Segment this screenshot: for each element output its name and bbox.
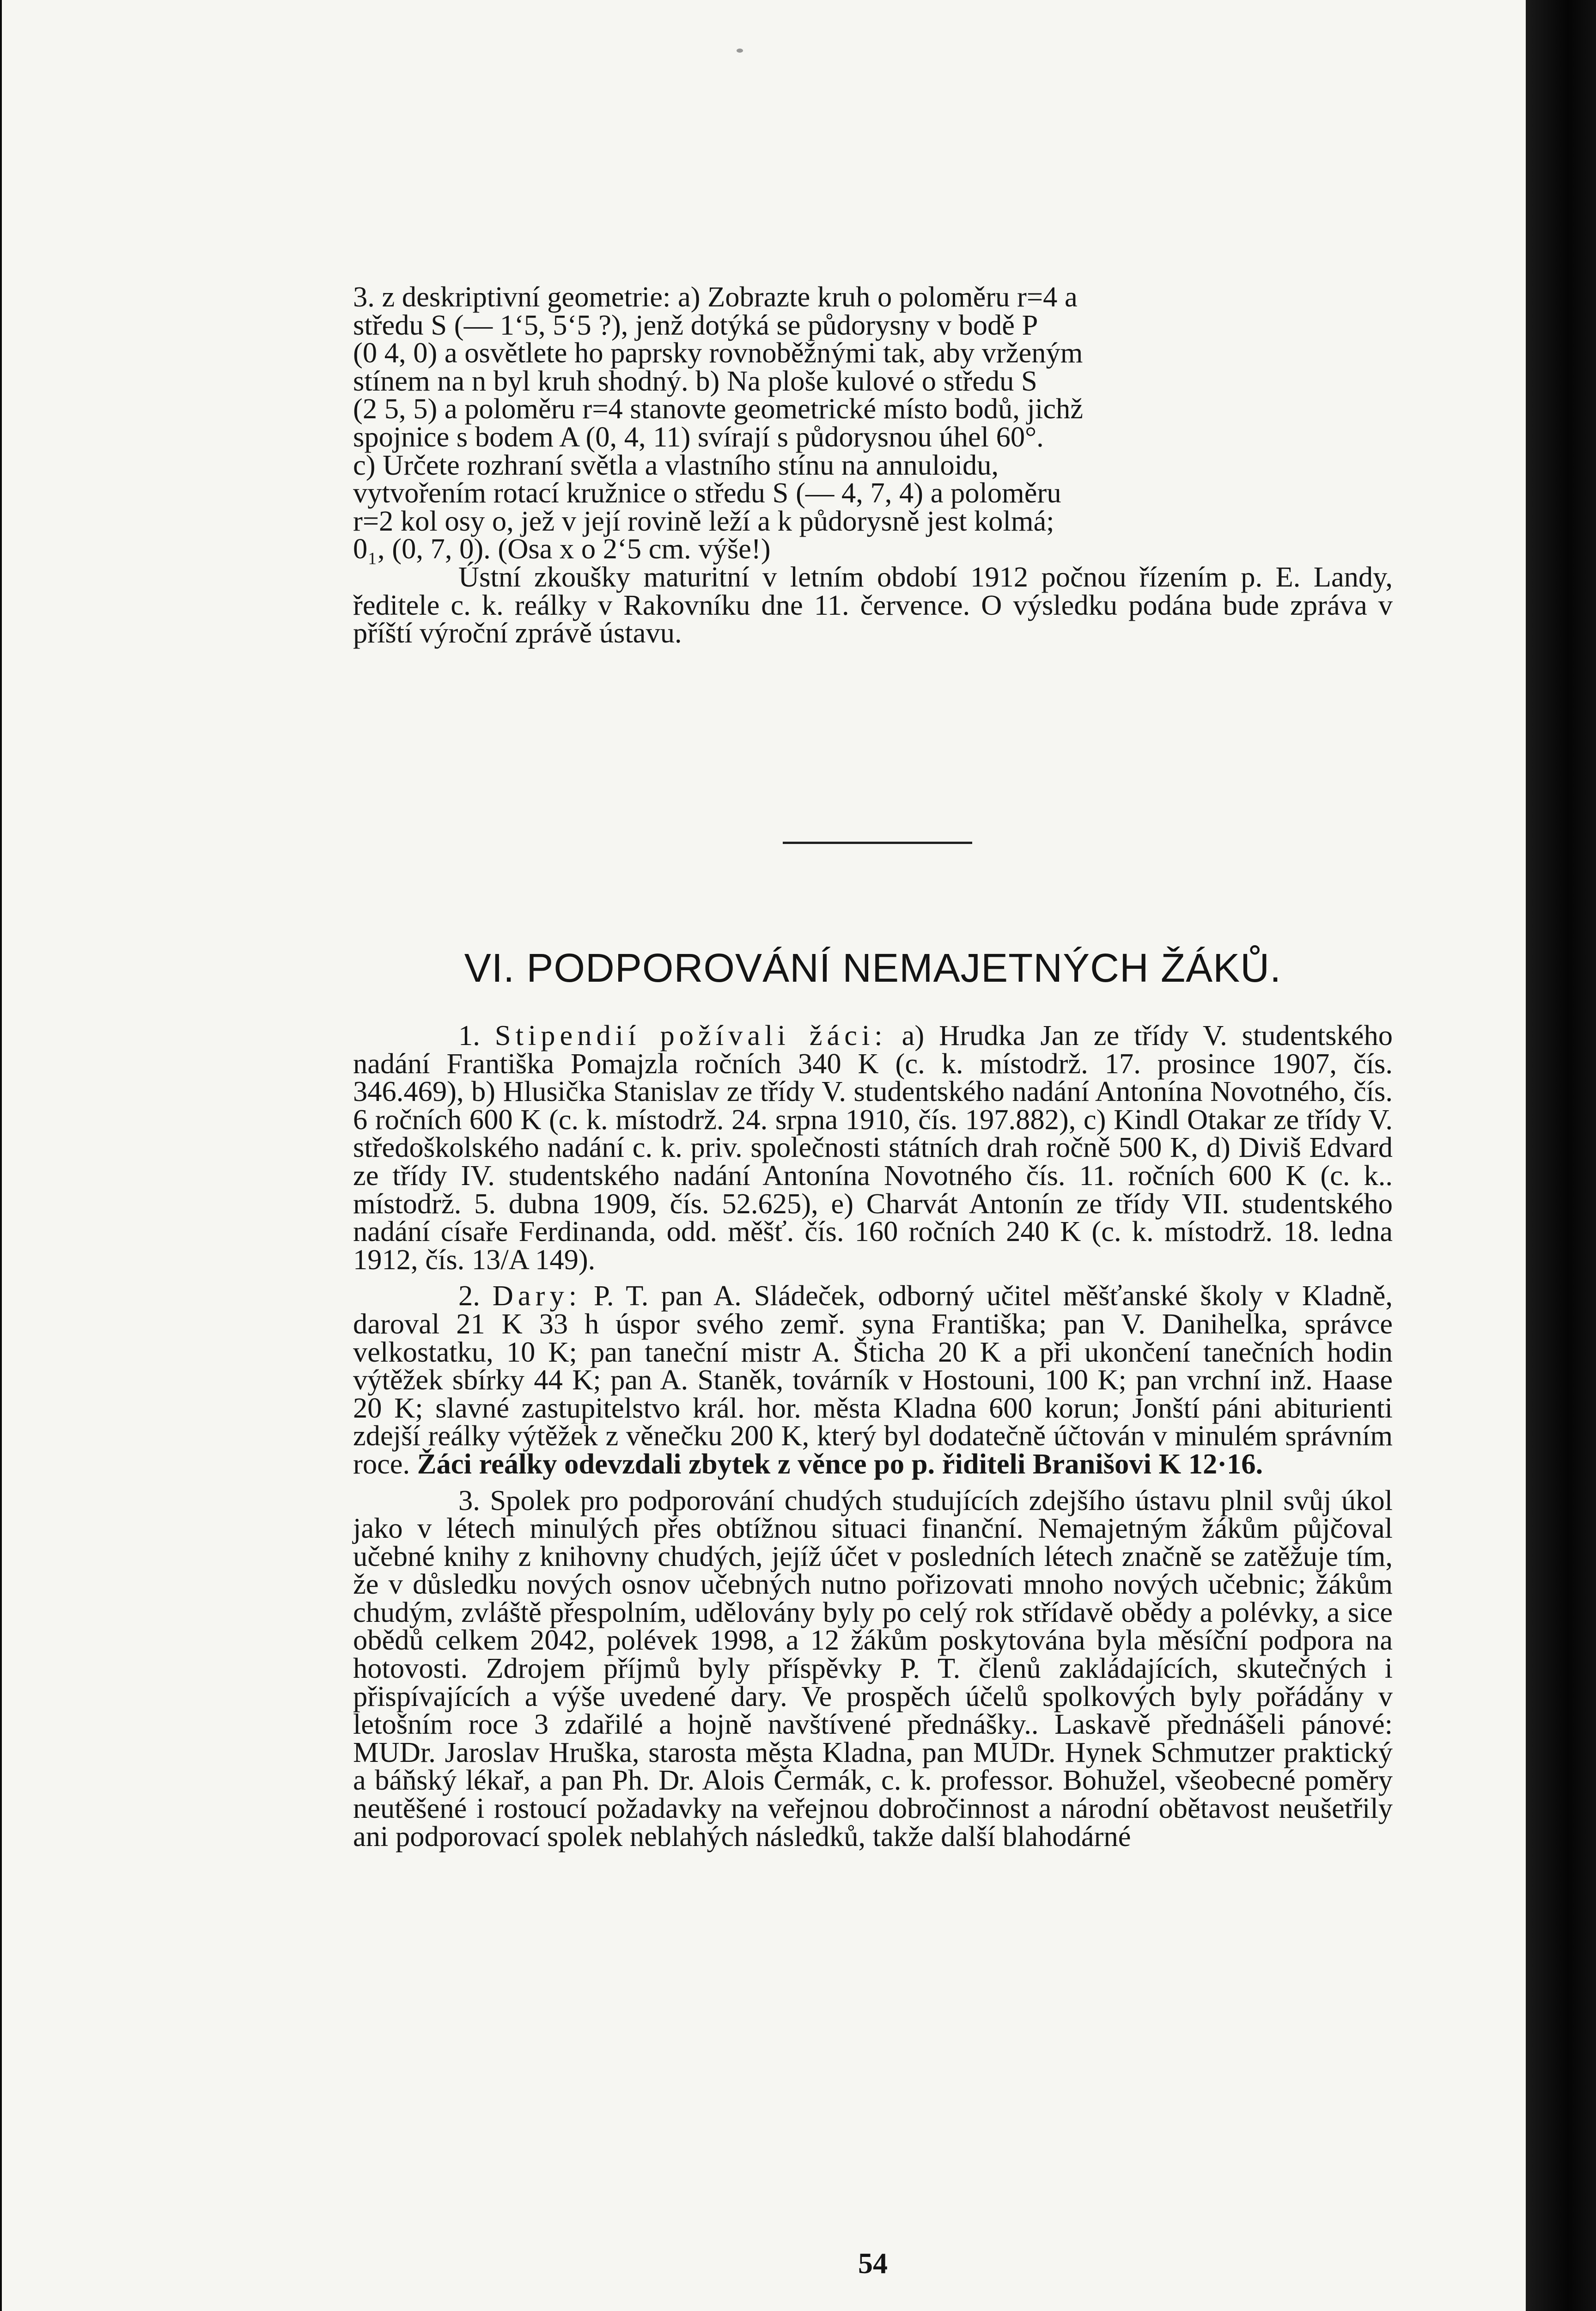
exam-line: 0₁, (0, 7, 0). (Osa x o 2‘5 cm. výše!) [353, 532, 771, 565]
stipends-paragraph [353, 1019, 1393, 1276]
scan-border [1526, 0, 1596, 2311]
oral-exam-paragraph: Ústní zkoušky maturitní v letním období 1912 počnou řízením p. E. Landy, ředitele c. k. reálky v Rakovníku dne 11. července. O výsledku podána bude zpráva v příští výroční zprávě ústavu. [353, 560, 1393, 649]
section-heading: VI. PODPOROVÁNÍ NEMAJETNÝCH ŽÁKŮ. [464, 946, 1282, 990]
exam-line: vytvořením rotací kružnice o středu S (— 4, 7, 4) a poloměru [353, 477, 1061, 509]
exam-line: spojnice s bodem A (0, 4, 11) svírají s půdorysnou úhel 60°. [353, 420, 1044, 453]
exam-line: r=2 kol osy o, jež v její rovině leží a k půdorysně jest kolmá; [353, 504, 1054, 537]
gifts-paragraph [353, 1279, 1393, 1480]
gifts-number: 2. [458, 1279, 480, 1312]
exam-line: (0 4, 0) a osvětlete ho paprsky rovnoběžnými tak, aby vrženým [353, 336, 1083, 369]
document-page [2, 0, 1526, 2311]
exam-line: 3. z deskriptivní geometrie: a) Zobrazte kruh o poloměru r=4 a [353, 281, 1078, 313]
support-section [353, 1021, 1393, 1850]
gifts-text: P. T. pan A. Sládeček, odborný učitel měšťanské školy v Kladně, daroval 21 K 33 h úspor svého zemř. syna Františka; pan V. Danihelka, správce velkostatku, 10 K; pan taneční mistr A. Šticha 20 K a při ukončení tanečních hodin výtěžek sbírky 44 K; pan A. Staněk, továrník v Hostouni, 100 K; pan vrchní inž. Haase 20 K; slavné zastupitelstvo král. hor. města Kladna 600 korun; Jonští páni abiturienti zdejší reálky výtěžek z věnečku 200 K, který byl dodatečně účtován v minulém správním roce. [353, 1279, 1393, 1480]
gifts-bold-text: Žáci reálky odevzdali zbytek z věnce po p. řiditeli Branišovi K 12·16. [417, 1447, 1263, 1480]
stipends-lead: Stipendií požívali žáci: [494, 1019, 887, 1052]
stipends-number: 1. [458, 1019, 480, 1052]
society-text: Spolek pro podporování chudých studujících zdejšího ústavu plnil svůj úkol jako v létech minulých přes obtížnou situaci finanční. Nemajetným žákům půjčoval učebné knihy z knihovny chudých, jejíž účet v posledních létech značně se zatěžuje tím, že v důsledku nových osnov učebných nutno pořizovati mnoho nových učebnic; žákům chudým, zvláště přespolním, udělovány byly po celý rok střídavě obědy a polévky, a sice obědů celkem 2042, polévek 1998, a 12 žákům poskytována byla měsíční podpora na hotovosti. Zdrojem příjmů byly příspěvky P. T. členů zakládajících, skutečných i přispívajících a výše uvedené dary. Ve prospěch účelů spolkových byly pořádány v letošním roce 3 zdařilé a hojně navštívené přednášky.. Laskavě přednášeli pánové: MUDr. Jaroslav Hruška, starosta města Kladna, pan MUDr. Hynek Schmutzer praktický a báňský lékař, a pan Ph. Dr. Alois Čermák, c. k. professor. Bohužel, všeobecné poměry neutěšené i rostoucí požadavky na veřejnou dobročinnost a národní obětavost neušetřily ani podporovací spolek neblahých následků, takže další blahodárné [353, 1484, 1393, 1852]
exam-line: středu S (— 1‘5, 5‘5 ?), jenž dotýká se půdorysny v bodě P [353, 308, 1038, 341]
society-paragraph [353, 1486, 1393, 1851]
society-number: 3. [458, 1484, 480, 1516]
exam-line: c) Určete rozhraní světla a vlastního stínu na annuloidu, [353, 448, 999, 481]
scan-smudge [737, 49, 743, 53]
gifts-lead: Dary: [492, 1279, 582, 1312]
exam-section [353, 283, 1393, 647]
page-number: 54 [858, 2247, 888, 2280]
exam-line: stínem na n byl kruh shodný. b) Na ploše kulové o středu S [353, 364, 1037, 397]
exam-line: (2 5, 5) a poloměru r=4 stanovte geometrické místo bodů, jichž [353, 392, 1083, 425]
stipends-text: a) Hrudka Jan ze třídy V. studentského nadání Františka Pomajzla ročních 340 K (c. k. místodrž. 17. prosince 1907, čís. 346.469), b) Hlusička Stanislav ze třídy V. studentského nadání Antonína Novotného, čís. 6 ročních 600 K (c. k. místodrž. 24. srpna 1910, čís. 197.882), c) Kindl Otakar ze třídy V. středoškolského nadání c. k. priv. společnosti státních drah ročně 500 K, d) Diviš Edvard ze třídy IV. studentského nadání Antonína Novotného čís. 11. ročních 600 K (c. k.. místodrž. 5. dubna 1909, čís. 52.625), e) Charvát Antonín ze třídy VII. studentského nadání císaře Ferdinanda, odd. měšť. čís. 160 ročních 240 K (c. k. místodrž. 18. ledna 1912, čís. 13/A 149). [353, 1019, 1393, 1276]
section-divider [783, 842, 972, 844]
